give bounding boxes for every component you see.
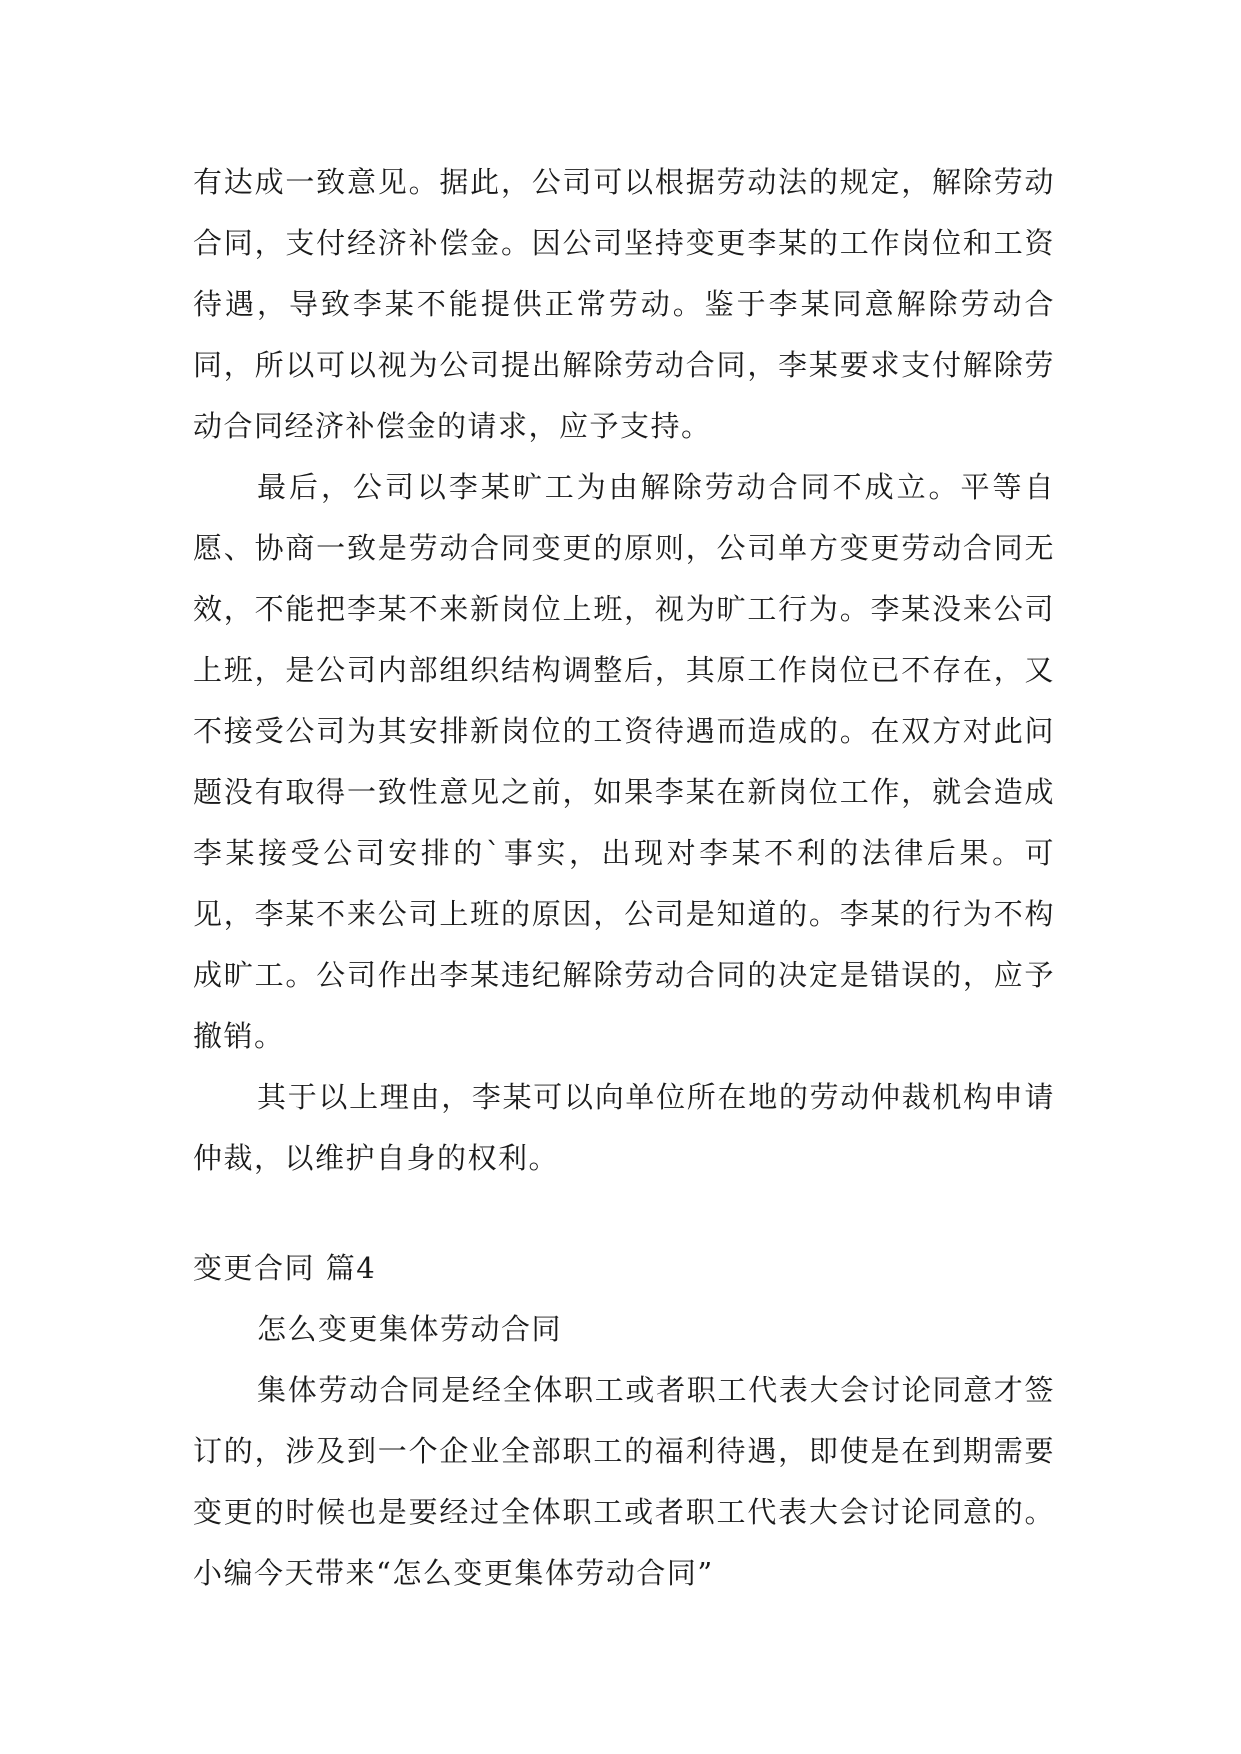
paragraph-intro: 集体劳动合同是经全体职工或者职工代表大会讨论同意才签订的，涉及到一个企业全部职工的福利待遇，即使是在到期需要变更的时候也是要经过全体职工或者职工代表大会讨论同意的。小编今天带来“怎么变更集体劳动合同” — [193, 1373, 1055, 1590]
paragraph-summary: 其于以上理由，李某可以向单位所在地的劳动仲裁机构申请仲裁，以维护自身的权利。 — [193, 1080, 1055, 1175]
document-page — [193, 152, 1055, 1604]
paragraph-continuation: 有达成一致意见。据此，公司可以根据劳动法的规定，解除劳动合同，支付经济补偿金。因公司坚持变更李某的工作岗位和工资待遇，导致李某不能提供正常劳动。鉴于李某同意解除劳动合同，所以可以视为公司提出解除劳动合同，李某要求支付解除劳动合同经济补偿金的请求，应予支持。 — [193, 165, 1055, 443]
section-heading: 变更合同 篇4 — [193, 1251, 377, 1285]
section-subtitle: 怎么变更集体劳动合同 — [257, 1312, 563, 1346]
paragraph-conclusion: 最后，公司以李某旷工为由解除劳动合同不成立。平等自愿、协商一致是劳动合同变更的原则，公司单方变更劳动合同无效，不能把李某不来新岗位上班，视为旷工行为。李某没来公司上班，是公司内部组织结构调整后，其原工作岗位已不存在，又不接受公司为其安排新岗位的工资待遇而造成的。在双方对此问题没有取得一致性意见之前，如果李某在新岗位工作，就会造成李某接受公司安排的`事实，出现对李某不利的法律后果。可见，李某不来公司上班的原因，公司是知道的。李某的行为不构成旷工。公司作出李某违纪解除劳动合同的决定是错误的，应予撤销。 — [193, 470, 1055, 1053]
